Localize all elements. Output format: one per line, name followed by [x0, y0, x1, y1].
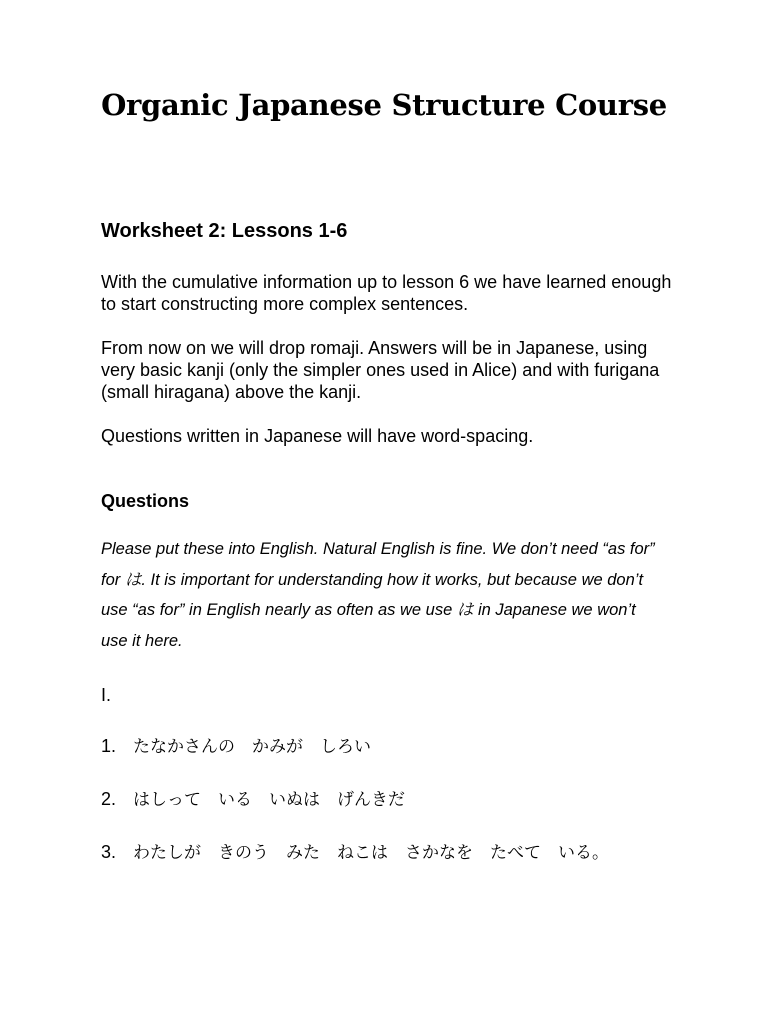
- question-item: [101, 834, 661, 871]
- particle-wa: は: [124, 569, 142, 589]
- question-item: [101, 728, 661, 765]
- question-number: 1.: [101, 736, 117, 756]
- intro-paragraph-1: With the cumulative information up to lesson 6 we have learned enough to start constructing more complex sentences.: [101, 272, 672, 314]
- question-text: たなかさんの かみが しろい: [133, 737, 372, 757]
- question-item: [101, 781, 661, 818]
- instructions-part-1: Please put these into English. Natural English is fine. We don’t need “as for” for: [101, 540, 655, 589]
- section-number: I.: [101, 685, 112, 705]
- instructions-part-3: in Japanese we won’t use it here.: [101, 601, 636, 650]
- intro-paragraph-2: From now on we will drop romaji. Answers will be in Japanese, using very basic kanji (only the simpler ones used in Alice) and with furigana (small hiragana) above the kanji.: [101, 338, 660, 402]
- document-title: Organic Japanese Structure Course: [101, 88, 667, 122]
- instructions-part-2: . It is important for understanding how it works, but because we don’t use “as for” in English nearly as often as we use: [101, 570, 644, 619]
- question-number: 2.: [101, 789, 117, 809]
- question-text: わたしが きのう みた ねこは さかなを たべて いる。: [133, 843, 610, 863]
- particle-wa: は: [456, 600, 474, 619]
- worksheet-heading: Worksheet 2: Lessons 1-6: [101, 220, 348, 242]
- questions-heading: Questions: [101, 491, 190, 511]
- instructions-text: [101, 534, 661, 656]
- question-text: はしって いる いぬは げんきだ: [133, 790, 406, 810]
- question-number: 3.: [101, 842, 117, 862]
- intro-paragraph-3: Questions written in Japanese will have word-spacing.: [101, 426, 534, 446]
